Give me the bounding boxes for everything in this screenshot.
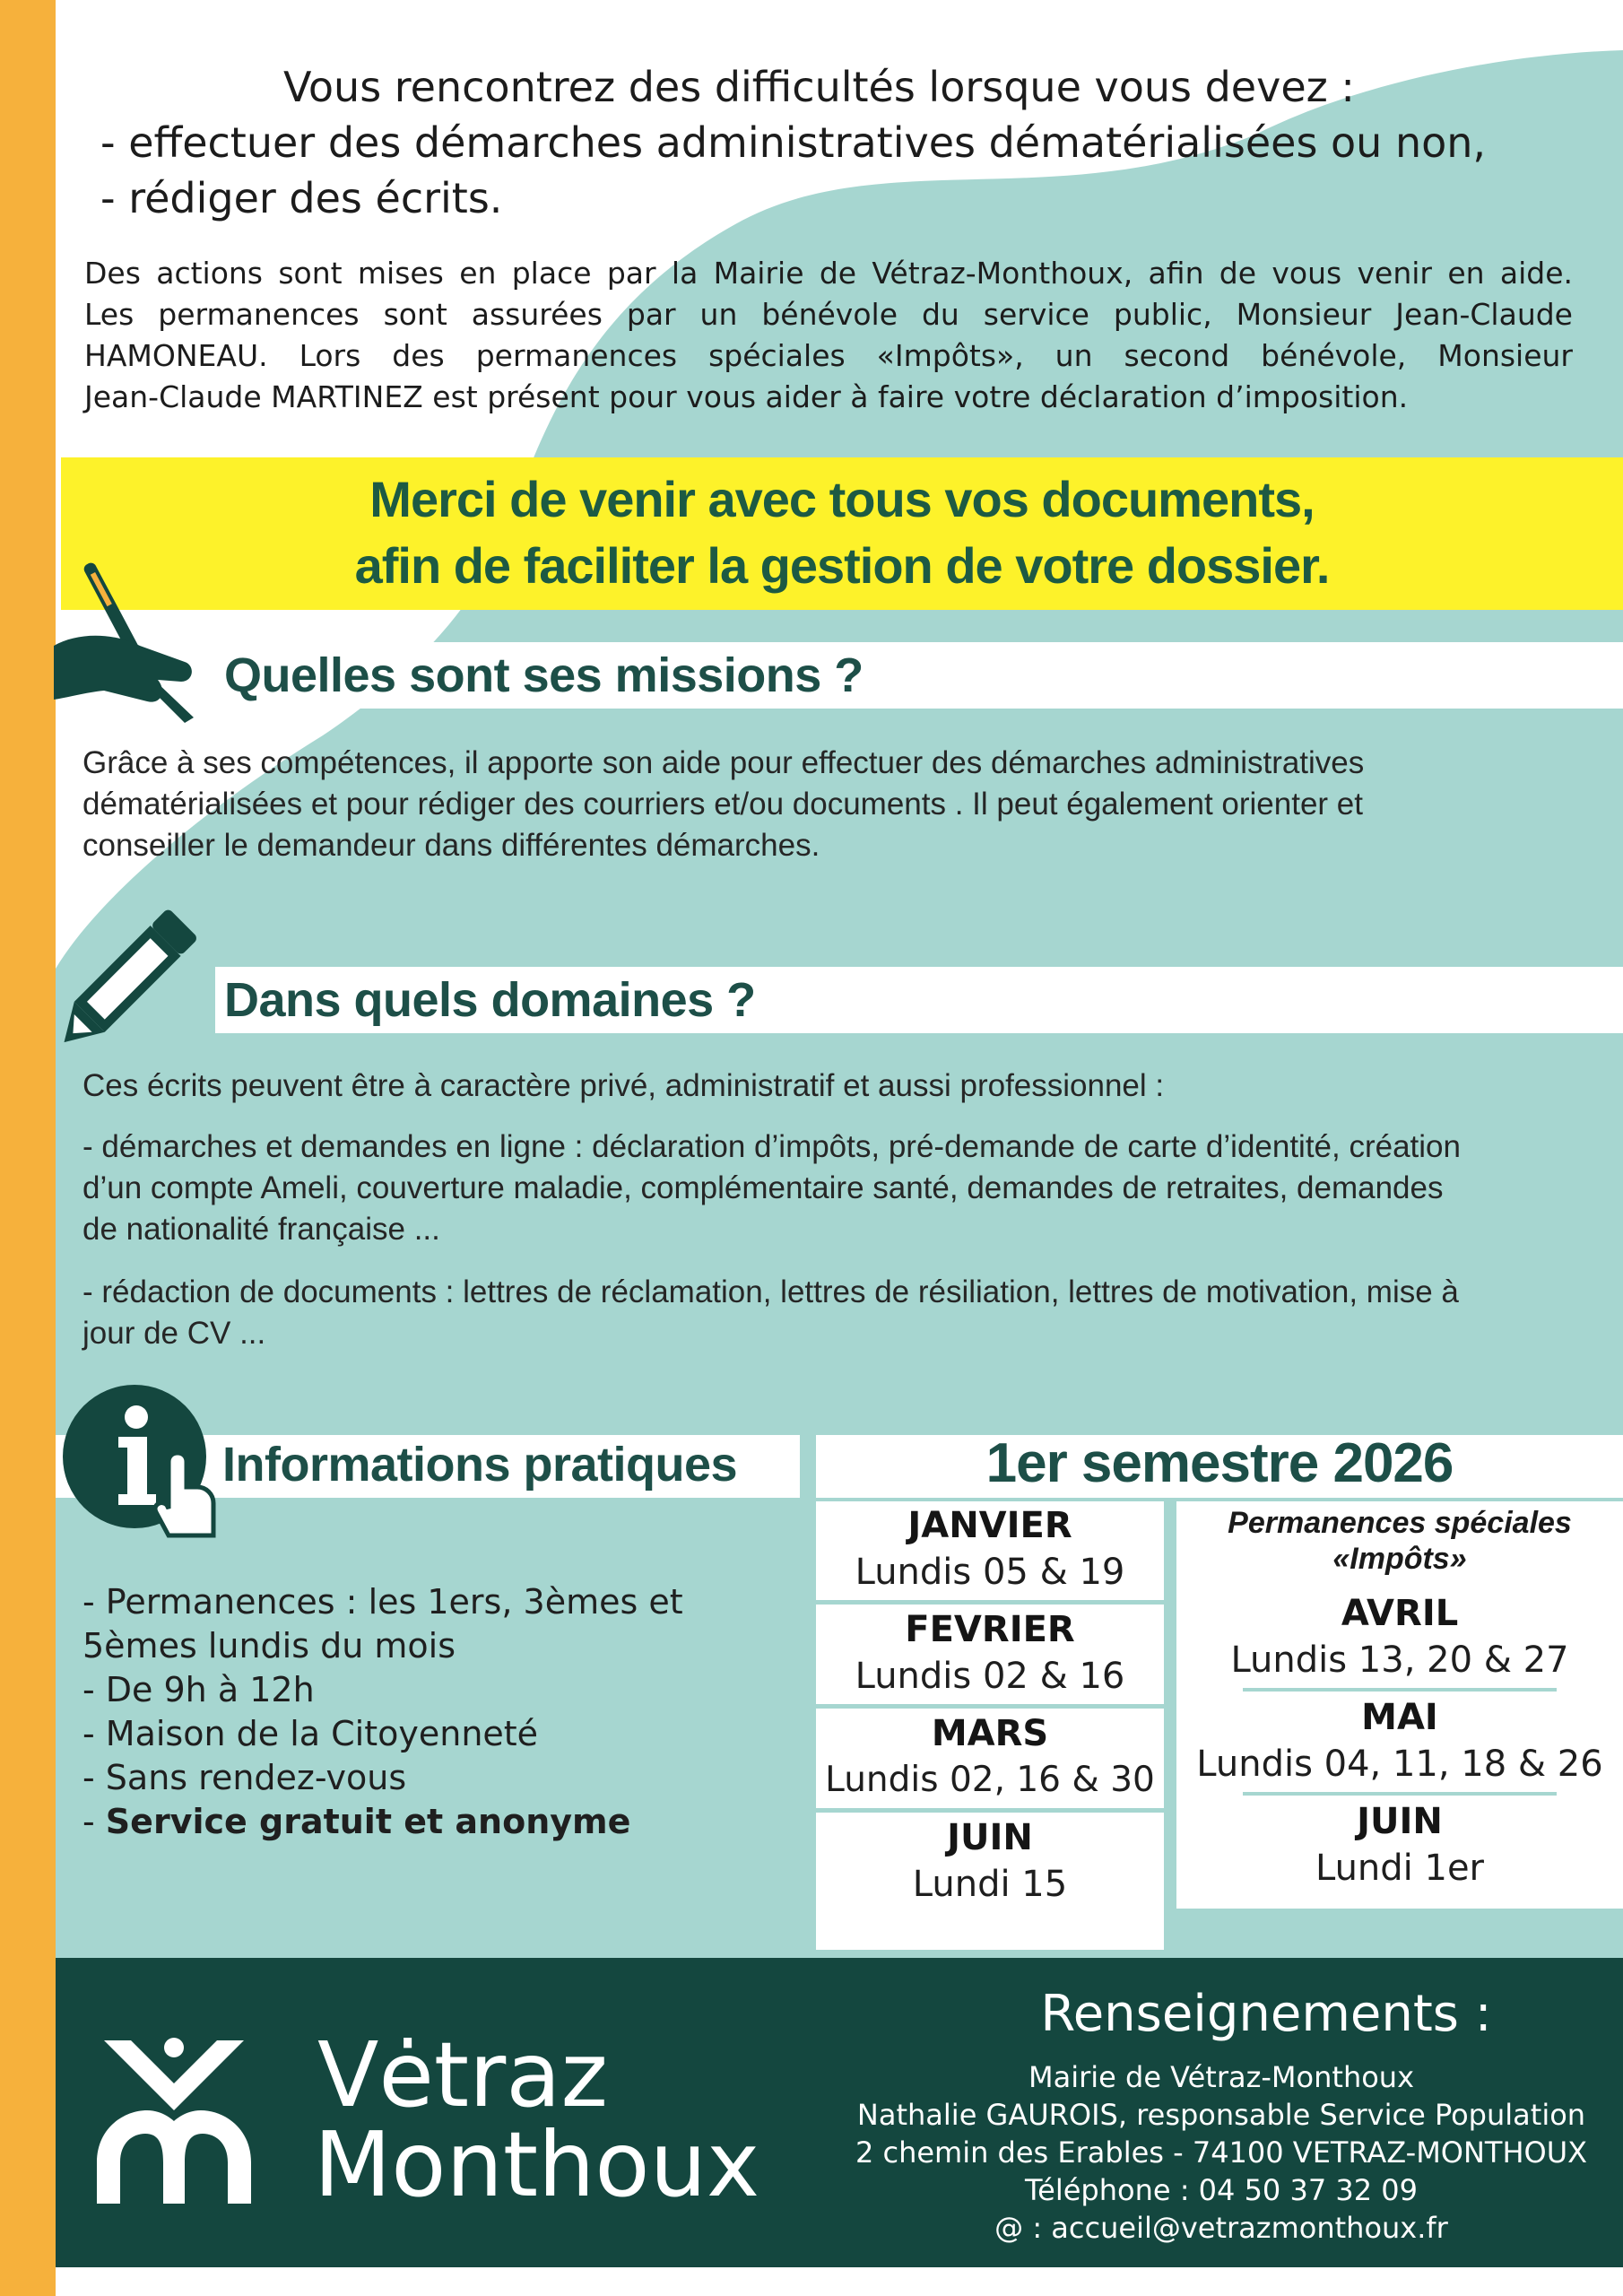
infos-line-1: - Permanences : les 1ers, 3èmes et	[82, 1582, 683, 1622]
footer	[56, 1958, 1623, 2267]
domaines-item2-line-2: jour de CV ...	[82, 1316, 266, 1351]
logo-line-1: Vėtraz	[317, 2022, 609, 2127]
special-separator-2	[1243, 1792, 1557, 1796]
special-month-3: JUIN	[1357, 1801, 1443, 1842]
special-title-line-2: «Impôts»	[1332, 1542, 1467, 1576]
infos-line-6	[82, 1800, 683, 1844]
infos-title: Informations pratiques	[222, 1438, 738, 1492]
regular-dates-3: Lundis 02, 16 & 30	[825, 1760, 1155, 1800]
renseignements-line-1: Mairie de Vétraz-Monthoux	[1028, 2060, 1415, 2094]
renseignements-line-3: 2 chemin des Erables - 74100 VETRAZ-MONTHOUX	[855, 2135, 1588, 2170]
vetraz-monthoux-logo-icon	[91, 2028, 262, 2207]
regular-month-1: JANVIER	[907, 1505, 1072, 1546]
missions-line-2: dématérialisées et pour rédiger des courriers et/ou documents . Il peut également orienter et	[82, 787, 1363, 822]
infos-line-2: 5èmes lundis du mois	[82, 1626, 456, 1665]
intro-paragraph-line-2: Les permanences sont assurées par un bénévole du service public, Monsieur Jean-Claude	[84, 297, 1573, 332]
regular-dates-1: Lundis 05 & 19	[855, 1552, 1125, 1593]
special-dates-1: Lundis 13, 20 & 27	[1230, 1639, 1569, 1681]
renseignements-line-2: Nathalie GAUROIS, responsable Service Population	[856, 2098, 1586, 2132]
missions-line-1: Grâce à ses compétences, il apporte son aide pour effectuer des démarches administratives	[82, 745, 1365, 780]
special-dates-2: Lundis 04, 11, 18 & 26	[1196, 1744, 1603, 1785]
renseignements-email[interactable]: @ : accueil@vetrazmonthoux.fr	[994, 2211, 1448, 2245]
domaines-title: Dans quels domaines ?	[224, 973, 756, 1027]
documents-banner	[61, 457, 1623, 610]
renseignements-line-4: Téléphone : 04 50 37 32 09	[1025, 2173, 1418, 2207]
regular-month-2: FEVRIER	[905, 1609, 1075, 1650]
domaines-item1-line-2: d’un compte Ameli, couverture maladie, complémentaire santé, demandes de retraites, demandes	[82, 1170, 1444, 1205]
domaines-item1-line-1: - démarches et demandes en ligne : déclaration d’impôts, pré-demande de carte d’identité, création	[82, 1129, 1461, 1164]
schedule-title: 1er semestre 2026	[985, 1432, 1454, 1494]
regular-dates-2: Lundis 02 & 16	[855, 1656, 1125, 1697]
special-month-1: AVRIL	[1341, 1593, 1459, 1634]
domaines-item1-line-3: de nationalité française ...	[82, 1212, 440, 1247]
special-separator-1	[1243, 1688, 1557, 1692]
logo-line-2: Monthoux	[314, 2112, 760, 2217]
domaines-intro: Ces écrits peuvent être à caractère privé, administratif et aussi professionnel :	[82, 1068, 1165, 1103]
infos-line-5: - Sans rendez-vous	[82, 1758, 407, 1797]
missions-title: Quelles sont ses missions ?	[224, 648, 864, 702]
infos-bold-prefix: -	[82, 1802, 106, 1841]
banner-line-1: Merci de venir avec tous vos documents,	[369, 471, 1315, 527]
regular-separator-3	[816, 1808, 1164, 1813]
hand-pen-icon	[50, 547, 221, 726]
infos-list	[82, 1580, 683, 1844]
special-dates-3: Lundi 1er	[1315, 1848, 1484, 1889]
intro-line-1: Vous rencontrez des difficultés lorsque vous devez :	[283, 63, 1355, 111]
regular-month-3: MARS	[931, 1713, 1049, 1754]
regular-dates-4: Lundi 15	[912, 1864, 1068, 1905]
renseignements-title: Renseignements :	[1040, 1985, 1492, 2043]
orange-side-bar	[0, 0, 56, 2296]
intro-line-2: - effectuer des démarches administratives dématérialisées ou non,	[100, 118, 1487, 167]
info-pointer-icon	[63, 1381, 224, 1543]
infos-line-3: - De 9h à 12h	[82, 1670, 315, 1709]
domaines-item2-line-1: - rédaction de documents : lettres de réclamation, lettres de résiliation, lettres de motivation, mise à	[82, 1274, 1459, 1309]
intro-paragraph-line-1: Des actions sont mises en place par la Mairie de Vétraz-Monthoux, afin de vous venir en aide.	[84, 256, 1573, 291]
intro-paragraph-line-4: Jean-Claude MARTINEZ est présent pour vous aider à faire votre déclaration d’imposition.	[84, 379, 1409, 414]
infos-bold-text: Service gratuit et anonyme	[105, 1802, 631, 1841]
infos-line-4: - Maison de la Citoyenneté	[82, 1714, 539, 1753]
special-title-line-1: Permanences spéciales	[1228, 1506, 1572, 1540]
special-month-2: MAI	[1361, 1697, 1438, 1738]
pencil-icon	[54, 897, 215, 1049]
regular-month-4: JUIN	[947, 1817, 1033, 1858]
banner-line-2: afin de faciliter la gestion de votre dossier.	[354, 537, 1330, 594]
missions-line-3: conseiller le demandeur dans différentes démarches.	[82, 828, 820, 863]
regular-separator-2	[816, 1704, 1164, 1709]
intro-paragraph-line-3: HAMONEAU. Lors des permanences spéciales «Impôts», un second bénévole, Monsieur	[84, 338, 1573, 373]
regular-separator-1	[816, 1600, 1164, 1605]
intro-line-3: - rédiger des écrits.	[100, 174, 503, 222]
